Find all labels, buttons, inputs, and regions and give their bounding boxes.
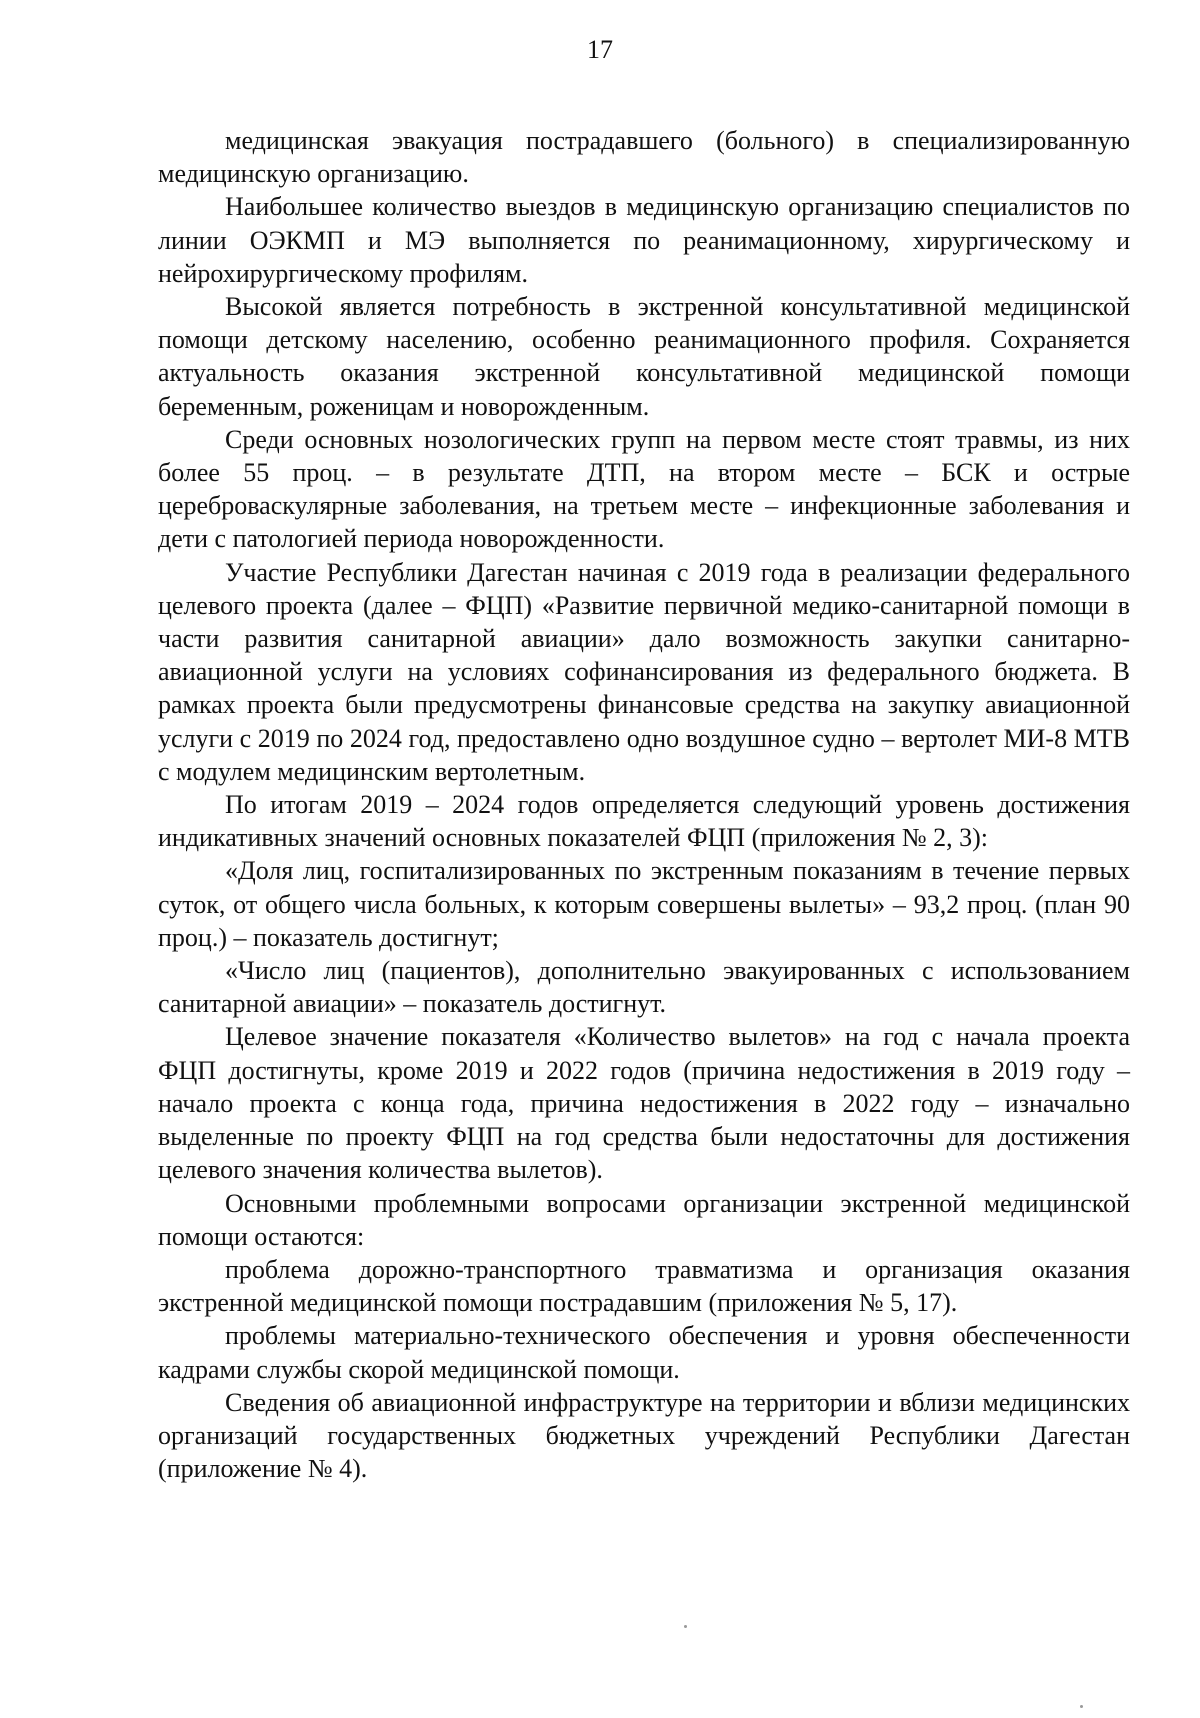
- scan-artifact: [1080, 1705, 1083, 1708]
- paragraph-flights-target: Целевое значение показателя «Количество вылетов» на год с начала проекта ФЦП достигнуты, кроме 2019 и 2022 годов (причина недостижения в 2019 году – начало проекта с конца года, причина недостижения в 2022 году – изначально выделенные по проекту ФЦП на год средства были недостаточны для достижения целевого значения количества вылетов).: [158, 1022, 1130, 1185]
- paragraph-child-consultations: Высокой является потребность в экстренной консультативной медицинской помощи детскому населению, особенно реанимационного профиля. Сохраняется актуальность оказания экстренной консультативной медицинской помощи беременным, роженицам и новорожденным.: [158, 292, 1130, 421]
- body-text: [158, 124, 1130, 1485]
- paragraph-equipment-staff-problem: проблемы материально-технического обеспечения и уровня обеспеченности кадрами службы скорой медицинской помощи.: [158, 1321, 1130, 1384]
- paragraph-road-traffic-problem: проблема дорожно-транспортного травматизма и организация оказания экстренной медицинской помощи пострадавшим (приложения № 5, 17).: [158, 1254, 1130, 1318]
- paragraph-nosological-groups: Среди основных нозологических групп на первом месте стоят травмы, из них более 55 проц. – в результате ДТП, на втором месте – БСК и острые цереброваскулярные заболевания, на третьем месте – инфекционные заболевания и дети с патологией периода новорожденности.: [158, 424, 1130, 554]
- page-number: 17: [587, 35, 613, 64]
- paragraph-indicator-hospitalized: «Доля лиц, госпитализированных по экстренным показаниям в течение первых суток, от общего числа больных, к которым совершены вылеты» – 93,2 проц. (план 90 проц.) – показатель достигнут;: [158, 856, 1130, 952]
- paragraph-main-problems: Основными проблемными вопросами организации экстренной медицинской помощи остаются:: [158, 1188, 1130, 1251]
- paragraph-federal-project: Участие Республики Дагестан начиная с 2019 года в реализации федерального целевого проекта (далее – ФЦП) «Развитие первичной медико-санитарной помощи в части развития санитарной авиации» дало возможность закупки санитарно-авиационной услуги на условиях софинансирования из федерального бюджета. В рамках проекта были предусмотрены финансовые средства на закупку авиационной услуги с 2019 по 2024 год, предоставлено одно воздушное судно – вертолет МИ-8 МТВ с модулем медицинским вертолетным.: [158, 557, 1130, 786]
- scan-artifact: [684, 1625, 687, 1628]
- paragraph-results-2019-2024: По итогам 2019 – 2024 годов определяется следующий уровень достижения индикативных значений основных показателей ФЦП (приложения № 2, 3):: [158, 790, 1130, 853]
- paragraph-indicator-evacuated: «Число лиц (пациентов), дополнительно эвакуированных с использованием санитарной авиации» – показатель достигнут.: [158, 956, 1130, 1019]
- paragraph-departures-profiles: Наибольшее количество выездов в медицинскую организацию специалистов по линии ОЭКМП и МЭ выполняется по реанимационному, хирургическому и нейрохирургическому профилям.: [158, 192, 1130, 288]
- paragraph-aviation-infrastructure: Сведения об авиационной инфраструктуре на территории и вблизи медицинских организаций государственных бюджетных учреждений Республики Дагестан (приложение № 4).: [158, 1387, 1130, 1484]
- paragraph-evacuation-continuation: медицинская эвакуация пострадавшего (больного) в специализированную медицинскую организацию.: [158, 126, 1130, 189]
